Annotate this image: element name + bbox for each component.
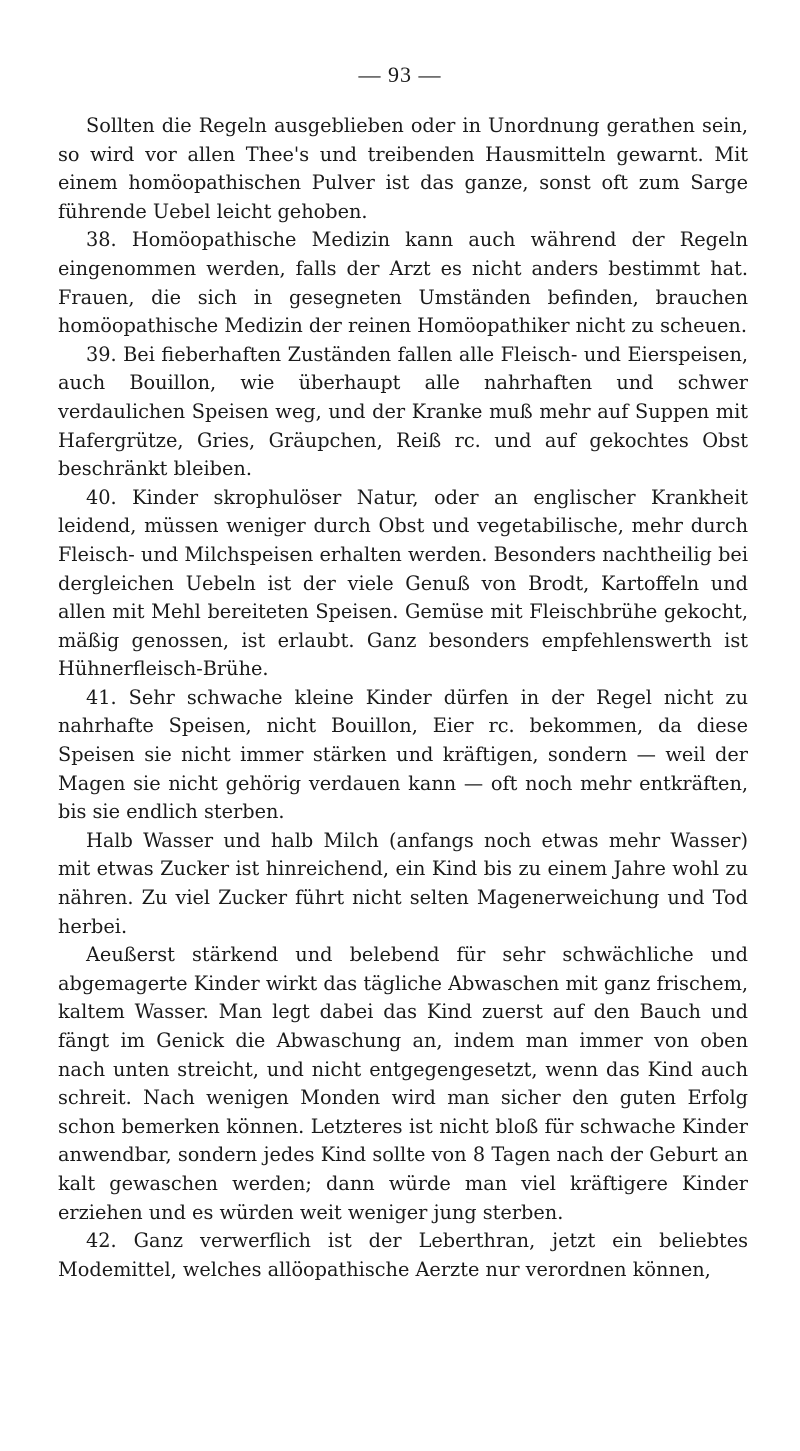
paragraph-42: 42. Ganz verwerflich ist der Leberthran, jetzt ein beliebtes Modemittel, welches allöopathische Aerzte nur verordnen können, [58, 1229, 748, 1281]
paragraph-41: 41. Sehr schwache kleine Kinder dürfen in der Regel nicht zu nahrhafte Speisen, nicht Bouillon, Eier rc. bekommen, da diese Speisen sie nicht immer stärken und kräftigen, sondern — weil der Magen sie nicht gehörig verdauen kann — oft noch mehr entkräften, bis sie endlich sterben. [58, 685, 748, 824]
text-body [58, 112, 748, 1284]
paragraph-38: 38. Homöopathische Medizin kann auch während der Regeln eingenommen werden, falls der Arzt es nicht anders bestimmt hat. Frauen, die sich in gesegneten Umständen befinden, brauchen homöopathische Medizin der reinen Homöopathiker nicht zu scheuen. [58, 228, 748, 338]
page-number: — 93 — [358, 62, 442, 87]
paragraph-39: 39. Bei fieberhaften Zuständen fallen alle Fleisch- und Eierspeisen, auch Bouillon, wie überhaupt alle nahrhaften und schwer verdaulichen Speisen weg, und der Kranke muß mehr auf Suppen mit Hafergrütze, Gries, Gräupchen, Reiß rc. und auf gekochtes Obst beschränkt bleiben. [58, 342, 748, 481]
paragraph-abwaschen: Aeußerst stärkend und belebend für sehr schwächliche und abgemagerte Kinder wirkt das tägliche Abwaschen mit ganz frischem, kaltem Wasser. Man legt dabei das Kind zuerst auf den Bauch und fängt im Genick die Abwaschung an, indem man immer von oben nach unten streicht, und nicht entgegengesetzt, wenn das Kind auch schreit. Nach wenigen Monden wird man sicher den guten Erfolg schon bemerken können. Letzteres ist nicht bloß für schwache Kinder anwendbar, sondern jedes Kind sollte von 8 Tagen nach der Geburt an kalt gewaschen werden; dann würde man viel kräftigere Kinder erziehen und es würden weit weniger jung sterben. [58, 943, 748, 1224]
paragraph-regeln-warning: Sollten die Regeln ausgeblieben oder in Unordnung gerathen sein, so wird vor allen Thee's und treibenden Hausmitteln gewarnt. Mit einem homöopathischen Pulver ist das ganze, sonst oft zum Sarge führende Uebel leicht gehoben. [58, 114, 748, 223]
paragraph-40: 40. Kinder skrophulöser Natur, oder an englischer Krankheit leidend, müssen weniger durch Obst und vegetabilische, mehr durch Fleisch- und Milchspeisen erhalten werden. Besonders nachtheilig bei dergleichen Uebeln ist der viele Genuß von Brodt, Kartoffeln und allen mit Mehl bereiteten Speisen. Gemüse mit Fleischbrühe gekocht, mäßig genossen, ist erlaubt. Ganz besonders empfehlenswerth ist Hühnerfleisch-Brühe. [58, 485, 748, 681]
paragraph-wasser-milch: Halb Wasser und halb Milch (anfangs noch etwas mehr Wasser) mit etwas Zucker ist hinreichend, ein Kind bis zu einem Jahre wohl zu nähren. Zu viel Zucker führt nicht selten Magenerweichung und Tod herbei. [58, 828, 748, 938]
